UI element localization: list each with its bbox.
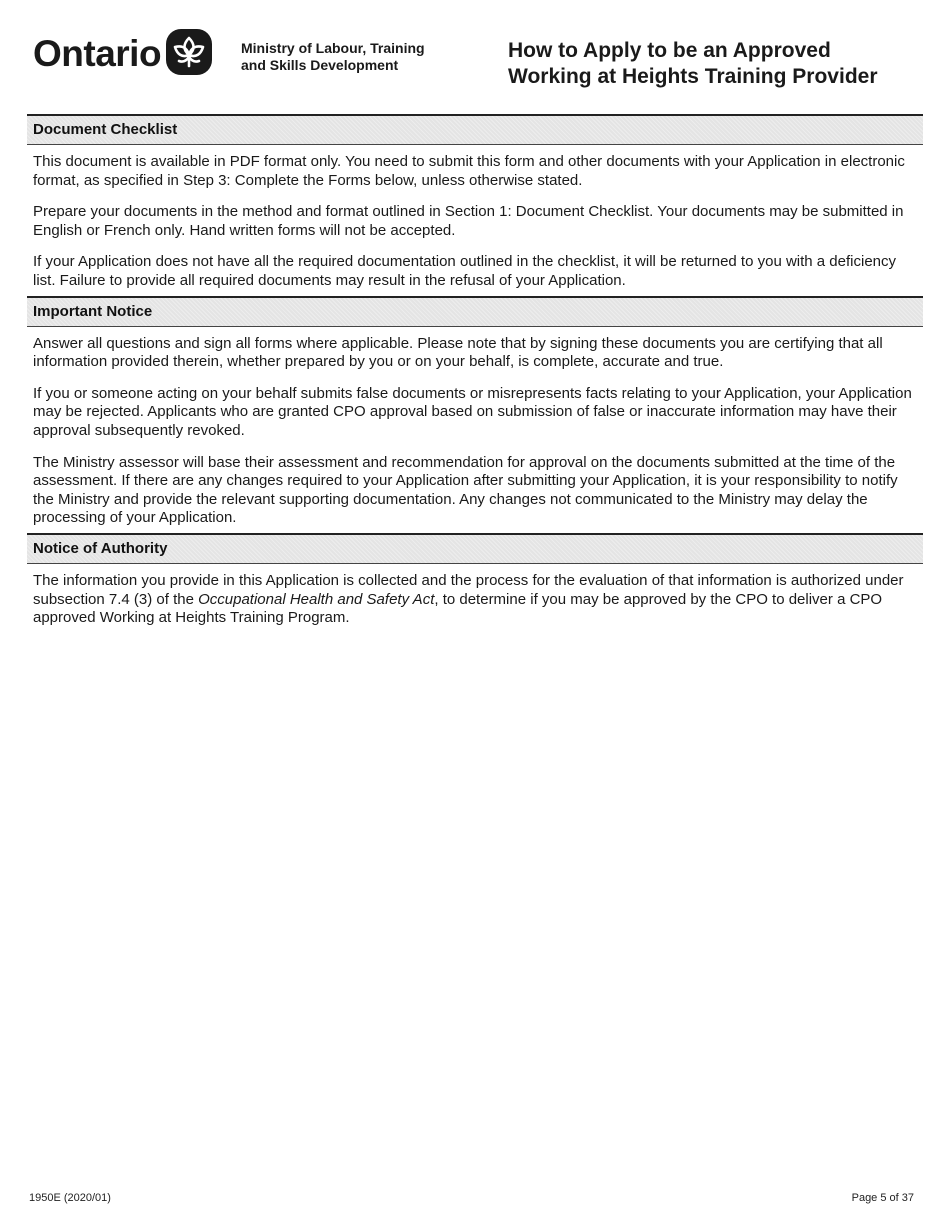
authority-paragraph bbox=[27, 572, 923, 628]
section-heading-document-checklist: Document Checklist bbox=[27, 114, 923, 145]
notice-paragraph-3: The Ministry assessor will base their assessment and recommendation for approval on the documents submitted at the time of the assessment. If there are any changes required to your Application after submitting your Application, it is your responsibility to notify the Ministry and provide the relevant supporting documentation. Any changes not communicated to the Ministry may delay the processing of your Application. bbox=[33, 453, 898, 527]
section-heading-notice-of-authority: Notice of Authority bbox=[27, 533, 923, 564]
document-title-line-1: How to Apply to be an Approved bbox=[508, 39, 831, 62]
ministry-name bbox=[241, 40, 425, 74]
checklist-paragraph-2: Prepare your documents in the method and format outlined in Section 1: Document Checklist. Your documents may be submitted in English or French only. Hand written forms will not be accepted. bbox=[33, 203, 904, 239]
trillium-logo-icon bbox=[165, 28, 213, 76]
authority-text-end: , to determine if you may be approved by the CPO to deliver a CPO approved Working at Heights Training Program. bbox=[33, 590, 883, 627]
document-title bbox=[508, 38, 878, 90]
authority-text-start: The information you provide in this Application is collected and the process for the evaluation of that information is authorized under subsection 7.4 (3) of the bbox=[33, 571, 904, 608]
ministry-line-1: Ministry of Labour, Training bbox=[241, 40, 425, 56]
notice-paragraph-2: If you or someone acting on your behalf submits false documents or misrepresents facts relating to your Application, your Application may be rejected. Applicants who are granted CPO approval based on submission of false or inaccurate information may have their approval subsequently revoked. bbox=[33, 384, 912, 439]
ontario-logo-text: Ontario bbox=[33, 33, 162, 74]
act-name: Occupational Health and Safety Act bbox=[198, 590, 435, 608]
checklist-paragraph-1: This document is available in PDF format only. You need to submit this form and other documents with your Application in electronic format, as specified in Step 3: Complete the Forms below, unless otherwise stated. bbox=[33, 153, 905, 189]
ministry-line-2: and Skills Development bbox=[241, 57, 399, 73]
notice-paragraph-1: Answer all questions and sign all forms where applicable. Please note that by signing these documents you are certifying that all information provided therein, whether prepared by you or on your behalf, is complete, accurate and true. bbox=[33, 334, 883, 371]
document-body bbox=[27, 114, 923, 628]
page-number: Page 5 of 37 bbox=[851, 1192, 914, 1204]
checklist-paragraph-3: If your Application does not have all the required documentation outlined in the checklist, it will be returned to you with a deficiency list. Failure to provide all required documents may result in the refusal of your Application. bbox=[33, 253, 897, 289]
section-heading-important-notice: Important Notice bbox=[27, 296, 923, 327]
page-header bbox=[0, 0, 950, 110]
document-title-line-2: Working at Heights Training Provider bbox=[508, 65, 878, 88]
form-number: 1950E (2020/01) bbox=[29, 1192, 111, 1204]
